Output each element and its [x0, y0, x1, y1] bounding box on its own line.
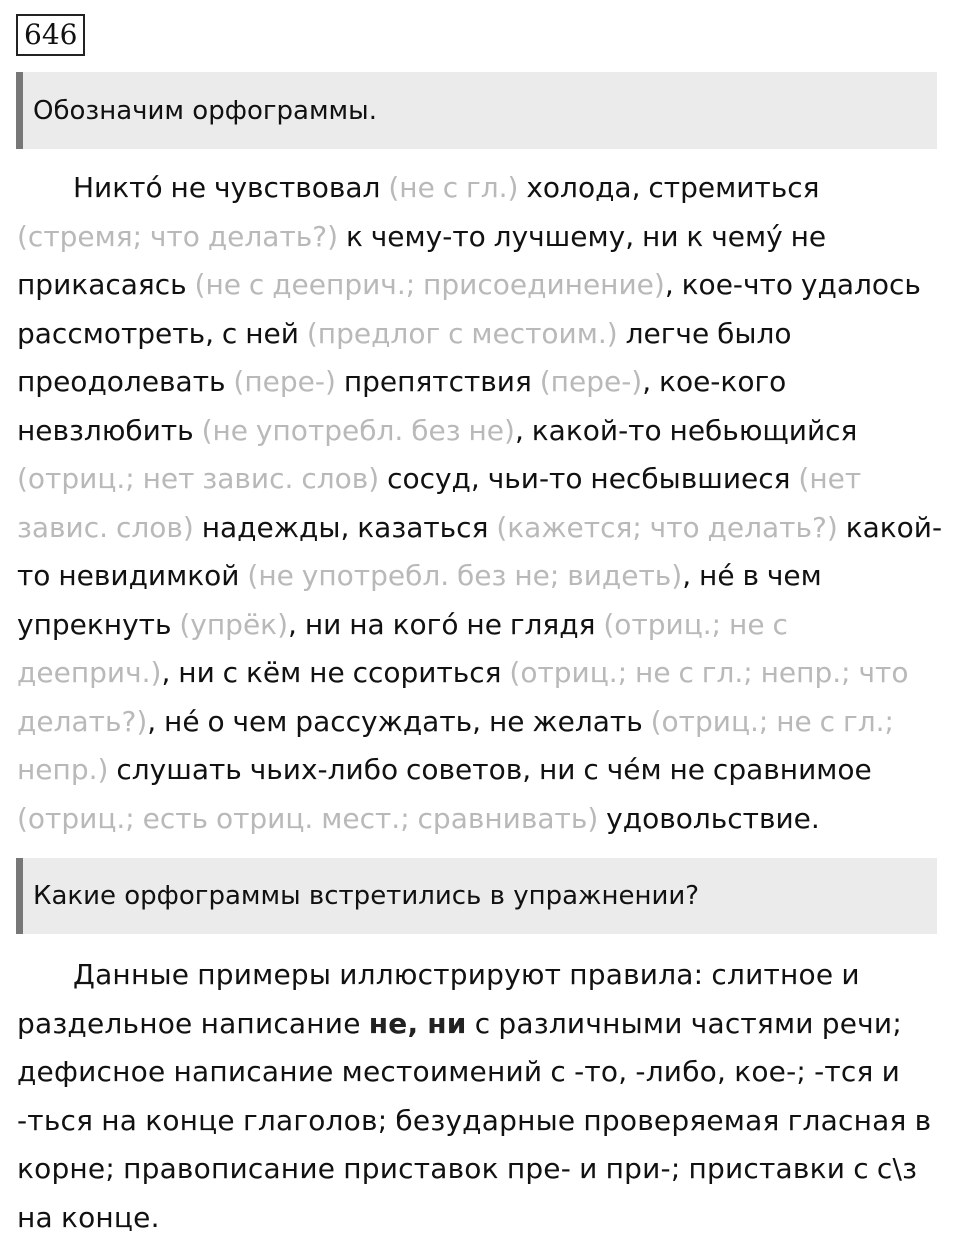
note-text: (пере-): [225, 365, 344, 398]
text-fragment: с различными частями речи; дефисное написание местоимений с -то, -либо, кое-; -тся и -ться на конце глаголов; безударные проверяемая гласная в корне; правописание приставок пре- и при-; приставки с с\з на конце.: [17, 1006, 932, 1234]
note-text: (кажется; что делать?): [488, 510, 846, 544]
note-text: (стремя; что делать?): [17, 219, 346, 253]
text-fragment: , кое-что удалось рассмотреть, с ней: [17, 268, 921, 350]
note-text: (не употребл. без не; видеть): [239, 559, 683, 592]
text-fragment: удовольствие.: [606, 801, 820, 835]
text-fragment: , ни на когó не глядя: [288, 607, 596, 641]
text-fragment: сосуд, чьи-то несбывшиеся: [387, 462, 791, 495]
text-fragment: , нé в чем упрекнуть: [17, 559, 822, 641]
text-fragment: препятствия: [343, 365, 532, 398]
section-header-marking: [16, 72, 937, 149]
note-text: (пере-): [531, 365, 643, 398]
exercise-number: 646: [16, 14, 85, 56]
note-text: (нет завис. слов): [17, 462, 862, 544]
note-text: (не с дееприч.; присоединение): [186, 268, 665, 301]
note-text: (не с гл.): [380, 171, 527, 204]
note-text: (отриц.; не с гл.; непр.; что делать?): [17, 656, 909, 738]
answer-body: [17, 958, 931, 1234]
note-text: (упрёк): [171, 607, 289, 641]
note-text: (не употребл. без не): [193, 413, 515, 447]
text-fragment: к чему-то лучшему, ни к чемý не прикасаясь: [17, 219, 827, 301]
text-fragment: , какой-то небьющийся: [514, 413, 858, 447]
note-text: (отриц.; есть отриц. мест.; сравнивать): [17, 801, 607, 835]
text-fragment: Никтó не чувствовал: [73, 171, 381, 204]
bold-term: не, ни: [368, 1006, 467, 1040]
text-fragment: надежды, казаться: [201, 510, 489, 544]
section-title: Какие орфограммы встретились в упражнении?: [33, 881, 700, 911]
text-fragment: , кое-кого невзлюбить: [17, 365, 787, 447]
text-fragment: какой-то невидимкой: [17, 510, 943, 592]
text-fragment: Данные примеры иллюстрируют правила: слитное и раздельное написание: [17, 958, 860, 1040]
section-title: Обозначим орфограммы.: [33, 95, 377, 126]
note-text: (предлог с местоим.): [298, 316, 626, 350]
note-text: (отриц.; не с дееприч.): [17, 607, 788, 689]
note-text: (отриц.; не с гл.; непр.): [17, 704, 894, 786]
text-fragment: холода, стремиться: [526, 171, 820, 204]
exercise-body: [17, 171, 942, 835]
answer-text: [17, 951, 947, 1242]
text-fragment: , ни с кём не ссориться: [161, 656, 502, 689]
exercise-text: [17, 164, 947, 843]
text-fragment: , нé о чем рассуждать, не желать: [147, 704, 643, 738]
text-fragment: слушать чьих-либо советов, ни с чéм не сравнимое: [116, 753, 872, 786]
text-fragment: легче было преодолевать: [17, 316, 792, 398]
note-text: (отриц.; нет завис. слов): [17, 462, 388, 495]
section-header-question: [16, 858, 937, 934]
